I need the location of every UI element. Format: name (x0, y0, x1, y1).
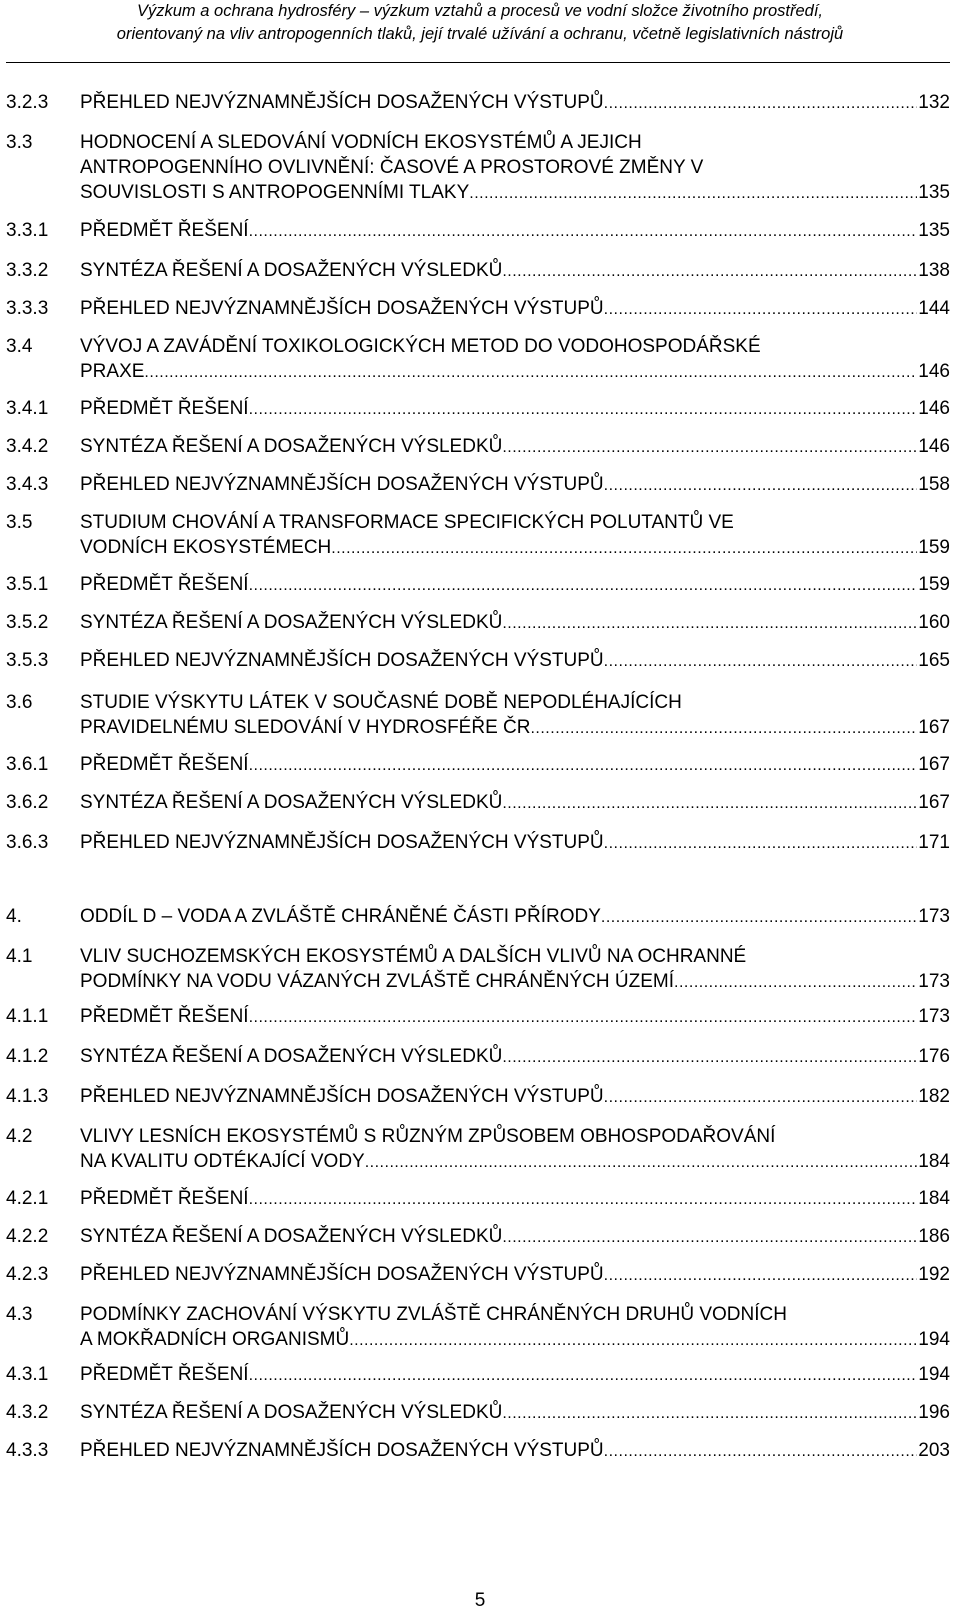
toc-leader-dots (249, 573, 918, 598)
toc-line (80, 715, 950, 741)
toc-page-number: 173 (918, 971, 950, 992)
toc-line (80, 1262, 950, 1288)
toc-page-number: 194 (918, 1364, 950, 1385)
toc-title: NA KVALITU ODTÉKAJÍCÍ VODY (80, 1151, 365, 1172)
toc-leader-dots (502, 1045, 917, 1070)
toc-line (80, 830, 950, 856)
toc-title-line: VÝVOJ A ZAVÁDĚNÍ TOXIKOLOGICKÝCH METOD DO VODOHOSPODÁŘSKÉ (80, 336, 761, 357)
toc-body (80, 1438, 950, 1464)
toc-leader-dots (249, 1005, 918, 1030)
toc-number: 4.1.3 (6, 1086, 49, 1107)
toc-page-number: 182 (918, 1086, 950, 1107)
toc-page-number: 167 (918, 754, 950, 775)
toc-page-number: 132 (918, 92, 950, 113)
toc-number: 3.6 (6, 692, 33, 713)
toc-leader-dots (502, 435, 917, 460)
toc-number: 3.3.3 (6, 298, 49, 319)
toc-body (80, 572, 950, 598)
toc-leader-dots (604, 297, 918, 322)
toc-title: A MOKŘADNÍCH ORGANISMŮ (80, 1329, 350, 1350)
toc-title-line: VLIV SUCHOZEMSKÝCH EKOSYSTÉMŮ A DALŠÍCH VLIVŮ NA OCHRANNÉ (80, 946, 747, 967)
toc-line (80, 472, 950, 498)
toc-body (80, 472, 950, 498)
toc-number: 4.1 (6, 946, 33, 967)
toc-title: PŘEDMĚT ŘEŠENÍ (80, 574, 249, 595)
toc-line (80, 1224, 950, 1250)
toc-leader-dots (601, 905, 917, 930)
toc-title: PŘEHLED NEJVÝZNAMNĚJŠÍCH DOSAŽENÝCH VÝSTUPŮ (80, 298, 604, 319)
toc-body (80, 296, 950, 322)
toc-page-number: 196 (918, 1402, 950, 1423)
toc-line (80, 535, 950, 561)
toc-line (80, 1327, 950, 1353)
toc-page-number: 135 (918, 220, 950, 241)
toc-number: 3.5 (6, 512, 33, 533)
toc-line (80, 396, 950, 422)
toc-leader-dots (502, 1401, 917, 1426)
toc-page-number: 173 (918, 1006, 950, 1027)
toc-number: 3.5.2 (6, 612, 49, 633)
toc-body (80, 1084, 950, 1110)
toc-line (80, 1438, 950, 1464)
toc-title: PŘEHLED NEJVÝZNAMNĚJŠÍCH DOSAŽENÝCH VÝSTUPŮ (80, 832, 604, 853)
toc-line (80, 1084, 950, 1110)
toc-title: PŘEDMĚT ŘEŠENÍ (80, 1006, 249, 1027)
toc-line (80, 1400, 950, 1426)
toc-page-number: 192 (918, 1264, 950, 1285)
toc-line (80, 1186, 950, 1212)
toc-number: 3.4.1 (6, 398, 49, 419)
toc-page-number: 184 (918, 1188, 950, 1209)
toc-line (80, 1044, 950, 1070)
toc-line (80, 1004, 950, 1030)
toc-body (80, 1004, 950, 1030)
toc-leader-dots (604, 1439, 918, 1464)
toc-title: SYNTÉZA ŘEŠENÍ A DOSAŽENÝCH VÝSLEDKŮ (80, 1226, 503, 1247)
toc-body (80, 396, 950, 422)
toc-number: 4.3.2 (6, 1402, 49, 1423)
toc-title-line: HODNOCENÍ A SLEDOVÁNÍ VODNÍCH EKOSYSTÉMŮ A JEJICH (80, 132, 642, 153)
toc-number: 3.3 (6, 132, 33, 153)
toc-body (80, 258, 950, 284)
toc-line (80, 1362, 950, 1388)
toc-title: PŘEDMĚT ŘEŠENÍ (80, 398, 249, 419)
toc-page-number: 167 (918, 792, 950, 813)
toc-body (80, 334, 950, 385)
toc-title: PŘEHLED NEJVÝZNAMNĚJŠÍCH DOSAŽENÝCH VÝSTUPŮ (80, 1440, 604, 1461)
page-header (0, 0, 960, 46)
toc-leader-dots (249, 219, 918, 244)
toc-leader-dots (249, 753, 918, 778)
toc-body (80, 1400, 950, 1426)
toc-number: 4.3.3 (6, 1440, 49, 1461)
toc-leader-dots (604, 649, 918, 674)
toc-title: PŘEDMĚT ŘEŠENÍ (80, 754, 249, 775)
toc-number: 3.6.1 (6, 754, 49, 775)
toc-leader-dots (249, 1363, 918, 1388)
toc-number: 4.2.2 (6, 1226, 49, 1247)
toc-line (80, 572, 950, 598)
toc-body (80, 1124, 950, 1175)
toc-page-number: 173 (918, 906, 950, 927)
toc-title: SYNTÉZA ŘEŠENÍ A DOSAŽENÝCH VÝSLEDKŮ (80, 436, 503, 457)
toc-body (80, 1262, 950, 1288)
toc-leader-dots (249, 397, 918, 422)
toc-title-line: STUDIUM CHOVÁNÍ A TRANSFORMACE SPECIFICKÝCH POLUTANTŮ VE (80, 512, 734, 533)
toc-title-line: ANTROPOGENNÍHO OVLIVNĚNÍ: ČASOVÉ A PROSTOROVÉ ZMĚNY V (80, 157, 704, 178)
toc-line (80, 904, 950, 930)
toc-number: 4.3.1 (6, 1364, 49, 1385)
toc-title: VODNÍCH EKOSYSTÉMECH (80, 537, 332, 558)
toc-title: SOUVISLOSTI S ANTROPOGENNÍMI TLAKY (80, 182, 470, 203)
toc-page-number: 165 (918, 650, 950, 671)
toc-number: 3.2.3 (6, 92, 49, 113)
toc-leader-dots (331, 536, 917, 561)
toc-title: PŘEHLED NEJVÝZNAMNĚJŠÍCH DOSAŽENÝCH VÝSTUPŮ (80, 1086, 604, 1107)
toc-line (80, 218, 950, 244)
toc-body (80, 90, 950, 116)
toc-body (80, 1044, 950, 1070)
toc-number: 4.2.1 (6, 1188, 49, 1209)
toc-leader-dots (604, 831, 918, 856)
toc-leader-dots (674, 970, 917, 995)
toc-number: 3.3.1 (6, 220, 49, 241)
toc-page-number: 159 (918, 537, 950, 558)
toc-title: PŘEDMĚT ŘEŠENÍ (80, 1364, 249, 1385)
toc-leader-dots (530, 716, 917, 741)
toc-number: 4.1.1 (6, 1006, 49, 1027)
toc-number: 4.3 (6, 1304, 33, 1325)
toc-leader-dots (604, 1085, 918, 1110)
toc-body (80, 610, 950, 636)
toc-page-number: 144 (918, 298, 950, 319)
toc-leader-dots (249, 1187, 918, 1212)
toc-body (80, 944, 950, 995)
header-divider (6, 62, 950, 63)
toc-title: PŘEHLED NEJVÝZNAMNĚJŠÍCH DOSAŽENÝCH VÝSTUPŮ (80, 1264, 604, 1285)
toc-title-line: PODMÍNKY ZACHOVÁNÍ VÝSKYTU ZVLÁŠTĚ CHRÁNĚNÝCH DRUHŮ VODNÍCH (80, 1304, 787, 1325)
toc-line (80, 180, 950, 206)
toc-title: PŘEHLED NEJVÝZNAMNĚJŠÍCH DOSAŽENÝCH VÝSTUPŮ (80, 92, 604, 113)
toc-body (80, 752, 950, 778)
toc-title: SYNTÉZA ŘEŠENÍ A DOSAŽENÝCH VÝSLEDKŮ (80, 612, 503, 633)
toc-body (80, 218, 950, 244)
toc-line (80, 648, 950, 674)
toc-body (80, 1186, 950, 1212)
toc-page-number: 184 (918, 1151, 950, 1172)
toc-title: PŘEDMĚT ŘEŠENÍ (80, 1188, 249, 1209)
toc-line (80, 790, 950, 816)
toc-line (80, 359, 950, 385)
toc-title: ODDÍL D – VODA A ZVLÁŠTĚ CHRÁNĚNÉ ČÁSTI PŘÍRODY (80, 906, 601, 927)
toc-line (80, 752, 950, 778)
toc-title: PŘEDMĚT ŘEŠENÍ (80, 220, 249, 241)
toc-leader-dots (604, 91, 918, 116)
toc-line (80, 1149, 950, 1175)
toc-page-number: 186 (918, 1226, 950, 1247)
toc-page-number: 146 (918, 398, 950, 419)
toc-title: PODMÍNKY NA VODU VÁZANÝCH ZVLÁŠTĚ CHRÁNĚNÝCH ÚZEMÍ (80, 971, 675, 992)
toc-body (80, 904, 950, 930)
toc-body (80, 790, 950, 816)
toc-number: 4.2 (6, 1126, 33, 1147)
toc-page-number: 203 (918, 1440, 950, 1461)
toc-page-number: 167 (918, 717, 950, 738)
toc-number: 3.4.3 (6, 474, 49, 495)
header-line-2: orientovaný na vliv antropogenních tlaků, její trvalé užívání a ochranu, včetně legislativních nástrojů (116, 25, 844, 43)
toc-body (80, 434, 950, 460)
toc-page-number: 146 (918, 436, 950, 457)
toc-number: 4. (6, 906, 22, 927)
toc-body (80, 648, 950, 674)
toc-number: 3.4.2 (6, 436, 49, 457)
toc-leader-dots (604, 1263, 918, 1288)
toc-title: SYNTÉZA ŘEŠENÍ A DOSAŽENÝCH VÝSLEDKŮ (80, 792, 503, 813)
toc-body (80, 1224, 950, 1250)
toc-body (80, 510, 950, 561)
toc-leader-dots (349, 1328, 917, 1353)
toc-number: 3.6.3 (6, 832, 49, 853)
toc-body (80, 1302, 950, 1353)
toc-number: 3.6.2 (6, 792, 49, 813)
toc-page-number: 160 (918, 612, 950, 633)
toc-page-number: 146 (918, 361, 950, 382)
toc-title: PŘEHLED NEJVÝZNAMNĚJŠÍCH DOSAŽENÝCH VÝSTUPŮ (80, 650, 604, 671)
toc-leader-dots (144, 360, 917, 385)
toc-page-number: 158 (918, 474, 950, 495)
toc-title: PRAXE (80, 361, 145, 382)
toc-number: 3.4 (6, 336, 33, 357)
toc-line (80, 434, 950, 460)
toc-page-number: 135 (918, 182, 950, 203)
toc-title: PŘEHLED NEJVÝZNAMNĚJŠÍCH DOSAŽENÝCH VÝSTUPŮ (80, 474, 604, 495)
toc-body (80, 690, 950, 741)
toc-line (80, 258, 950, 284)
toc-title: SYNTÉZA ŘEŠENÍ A DOSAŽENÝCH VÝSLEDKŮ (80, 1046, 503, 1067)
toc-leader-dots (365, 1150, 918, 1175)
toc-title: SYNTÉZA ŘEŠENÍ A DOSAŽENÝCH VÝSLEDKŮ (80, 260, 503, 281)
toc-number: 3.5.3 (6, 650, 49, 671)
toc-title-line: VLIVY LESNÍCH EKOSYSTÉMŮ S RŮZNÝM ZPŮSOBEM OBHOSPODAŘOVÁNÍ (80, 1126, 776, 1147)
toc-leader-dots (502, 259, 917, 284)
toc-title: SYNTÉZA ŘEŠENÍ A DOSAŽENÝCH VÝSLEDKŮ (80, 1402, 503, 1423)
toc-body (80, 1362, 950, 1388)
toc-title-line: STUDIE VÝSKYTU LÁTEK V SOUČASNÉ DOBĚ NEPODLÉHAJÍCÍCH (80, 692, 682, 713)
toc-leader-dots (604, 473, 918, 498)
toc-number: 4.1.2 (6, 1046, 49, 1067)
toc-line (80, 610, 950, 636)
toc-page-number: 171 (918, 832, 950, 853)
toc-leader-dots (469, 181, 917, 206)
toc-body (80, 830, 950, 856)
toc-page-number: 138 (918, 260, 950, 281)
toc-number: 3.5.1 (6, 574, 49, 595)
toc-number: 4.2.3 (6, 1264, 49, 1285)
toc-page-number: 159 (918, 574, 950, 595)
page-number: 5 (474, 1590, 486, 1611)
toc-page-number: 176 (918, 1046, 950, 1067)
toc-line (80, 969, 950, 995)
toc-title: PRAVIDELNÉMU SLEDOVÁNÍ V HYDROSFÉŘE ČR (80, 717, 531, 738)
toc-leader-dots (502, 1225, 917, 1250)
toc-body (80, 130, 950, 206)
toc-leader-dots (502, 611, 917, 636)
toc-leader-dots (502, 791, 917, 816)
header-line-1: Výzkum a ochrana hydrosféry – výzkum vztahů a procesů ve vodní složce životního prostředí, (137, 2, 823, 20)
toc-number: 3.3.2 (6, 260, 49, 281)
toc-line (80, 296, 950, 322)
toc-page-number: 194 (918, 1329, 950, 1350)
toc-line (80, 90, 950, 116)
